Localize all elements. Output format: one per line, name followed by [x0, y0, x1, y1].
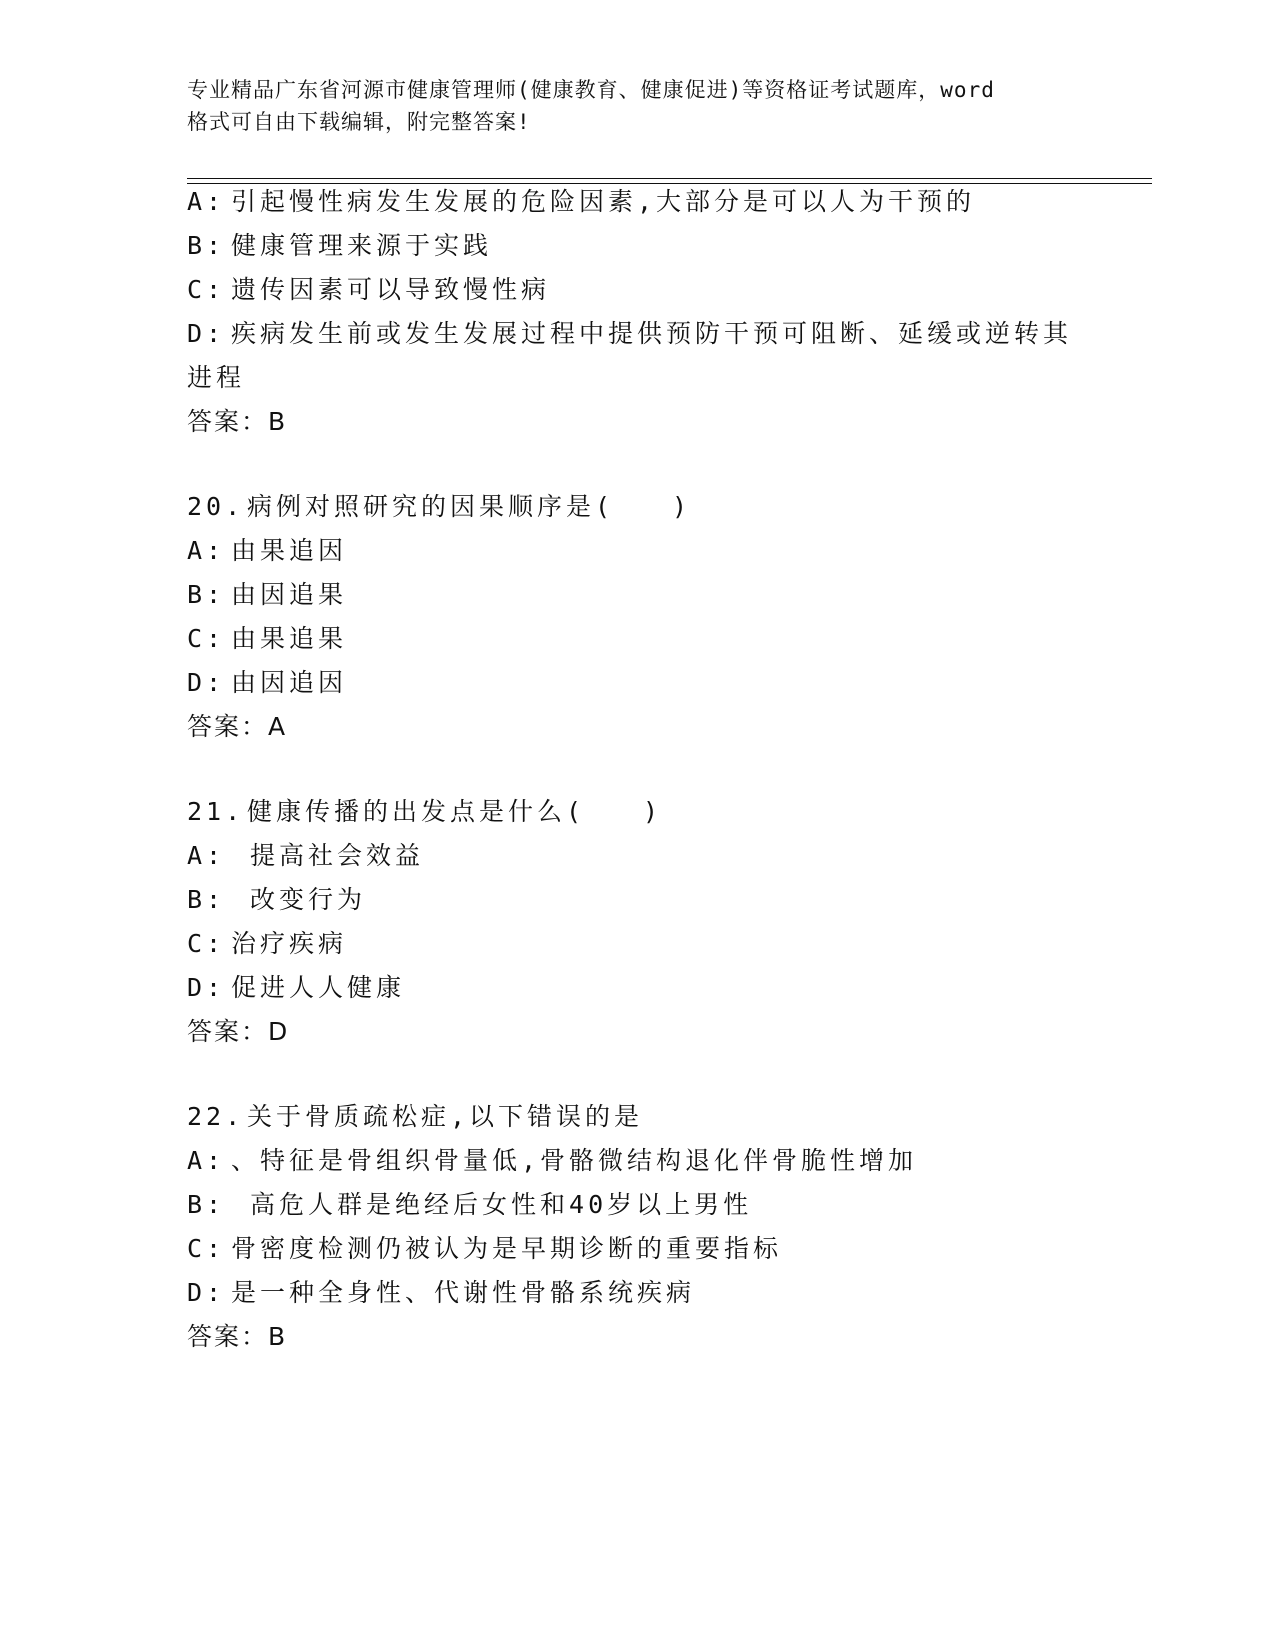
option-label: C:	[187, 275, 226, 304]
q19-option-a	[187, 186, 975, 218]
q22-option-c	[187, 1233, 782, 1265]
q19-option-b	[187, 230, 492, 262]
option-label: C:	[187, 929, 226, 958]
option-text: 骨密度检测仍被认为是早期诊断的重要指标	[231, 1234, 783, 1263]
q19-option-d	[187, 318, 1072, 350]
option-text: 治疗疾病	[231, 929, 348, 958]
header-divider-top	[187, 178, 1152, 179]
option-label: B:	[187, 231, 226, 260]
option-text: 改变行为	[231, 885, 367, 914]
q21-answer: 答案：D	[187, 1017, 290, 1046]
option-label: A:	[187, 536, 226, 565]
option-label: D:	[187, 1278, 226, 1307]
q22-question	[187, 1101, 643, 1133]
question-number: 21.	[187, 797, 245, 826]
question-number: 20.	[187, 492, 245, 521]
option-label: B:	[187, 885, 226, 914]
q22-answer: 答案：B	[187, 1322, 288, 1351]
option-label: D:	[187, 668, 226, 697]
option-text: 是一种全身性、代谢性骨骼系统疾病	[231, 1278, 696, 1307]
option-text: 由果追果	[231, 624, 348, 653]
option-text: 、特征是骨组织骨量低,骨骼微结构退化伴骨脆性增加	[231, 1146, 918, 1175]
document-header	[187, 74, 1087, 138]
q21-option-a	[187, 840, 424, 872]
q21-question	[187, 796, 662, 828]
q21-option-b	[187, 884, 366, 916]
q22-option-d	[187, 1277, 695, 1309]
option-label: B:	[187, 580, 226, 609]
q19-answer: 答案：B	[187, 407, 288, 436]
q22-option-a	[187, 1145, 917, 1177]
header-line-1: 专业精品广东省河源市健康管理师(健康教育、健康促进)等资格证考试题库，word	[187, 78, 995, 102]
option-text: 遗传因素可以导致慢性病	[231, 275, 551, 304]
option-label: A:	[187, 1146, 226, 1175]
q20-option-c	[187, 623, 347, 655]
option-text: 促进人人健康	[231, 973, 406, 1002]
option-label: C:	[187, 624, 226, 653]
q20-option-a	[187, 535, 347, 567]
q19-option-d-continued: 进程	[187, 363, 246, 392]
q20-answer: 答案：A	[187, 712, 288, 741]
q20-option-b	[187, 579, 347, 611]
option-text: 疾病发生前或发生发展过程中提供预防干预可阻断、延缓或逆转其	[231, 319, 1073, 348]
option-label: B:	[187, 1190, 226, 1219]
option-label: D:	[187, 319, 226, 348]
option-text: 由果追因	[231, 536, 348, 565]
option-text: 引起慢性病发生发展的危险因素,大部分是可以人为干预的	[231, 187, 976, 216]
question-text: 病例对照研究的因果顺序是( )	[247, 492, 692, 521]
option-label: D:	[187, 973, 226, 1002]
option-label: C:	[187, 1234, 226, 1263]
option-label: A:	[187, 187, 226, 216]
q21-option-d	[187, 972, 405, 1004]
q22-option-b	[187, 1189, 752, 1221]
q19-option-c	[187, 274, 550, 306]
option-text: 由因追因	[231, 668, 348, 697]
q20-question	[187, 491, 691, 523]
q20-option-d	[187, 667, 347, 699]
header-divider-bottom	[187, 183, 1152, 184]
option-text: 健康管理来源于实践	[231, 231, 493, 260]
header-line-2: 格式可自由下载编辑，附完整答案!	[187, 110, 531, 134]
question-text: 健康传播的出发点是什么( )	[247, 797, 663, 826]
question-text: 关于骨质疏松症,以下错误的是	[247, 1102, 644, 1131]
q21-option-c	[187, 928, 347, 960]
option-text: 高危人群是绝经后女性和40岁以上男性	[231, 1190, 753, 1219]
option-label: A:	[187, 841, 226, 870]
question-number: 22.	[187, 1102, 245, 1131]
option-text: 由因追果	[231, 580, 348, 609]
option-text: 提高社会效益	[231, 841, 425, 870]
